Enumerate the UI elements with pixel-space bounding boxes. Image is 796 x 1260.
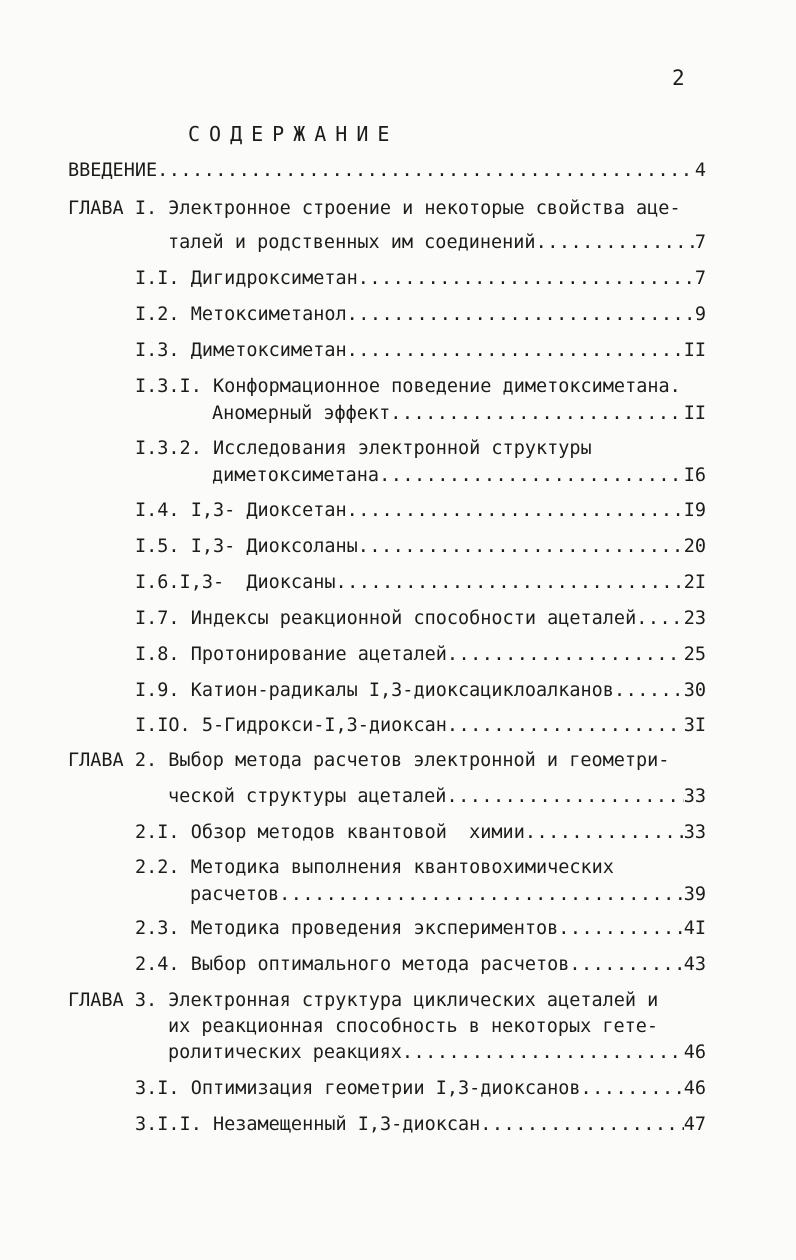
toc-entry-1-3-2-line1[interactable]: I.3.2. Исследования электронной структуры [135, 438, 592, 459]
toc-page: I6 [683, 465, 706, 486]
page-number: 2 [672, 66, 685, 90]
toc-page: 30 [683, 680, 706, 701]
toc-page: 20 [683, 536, 706, 557]
toc-page: 47 [683, 1114, 706, 1135]
toc-entry-1-7[interactable] [135, 606, 706, 632]
dot-leader [379, 463, 684, 489]
page-title: СОДЕРЖАНИЕ [188, 122, 399, 146]
toc-label: I.4. I,3- Диоксетан [135, 500, 347, 521]
toc-entry-2-3[interactable] [135, 916, 706, 942]
toc-page: 2I [683, 572, 706, 593]
toc-label: I.3. Диметоксиметан [135, 340, 347, 361]
toc-label: I.5. I,3- Диоксоланы [135, 536, 358, 557]
toc-page: 3I [683, 715, 706, 736]
toc-entry-2-1[interactable] [135, 820, 706, 846]
dot-leader [402, 1040, 684, 1066]
chapter-2-heading-cont[interactable] [168, 784, 706, 810]
dot-leader [525, 820, 684, 846]
chapter-3-heading-cont[interactable] [168, 1040, 706, 1066]
toc-page: 25 [683, 644, 706, 665]
toc-entry-3-1-1[interactable] [135, 1112, 706, 1138]
dot-leader [447, 713, 684, 739]
toc-entry-1-2[interactable] [135, 302, 706, 328]
toc-page: 7 [694, 268, 706, 289]
chapter-2-heading[interactable]: ГЛАВА 2. Выбор метода расчетов электронной и геометри- [68, 750, 670, 771]
dot-leader [347, 498, 684, 524]
toc-page: 4 [694, 160, 706, 181]
dot-leader [614, 678, 684, 704]
dot-leader [390, 401, 684, 427]
toc-label: I.2. Метоксиметанол [135, 304, 347, 325]
chapter-1-heading[interactable]: ГЛАВА I. Электронное строение и некоторые свойства аце- [68, 198, 681, 219]
toc-label: 2.I. Обзор методов квантовой химии [135, 822, 525, 843]
toc-page: 33 [683, 822, 706, 843]
dot-leader [157, 158, 695, 184]
dot-leader [447, 642, 684, 668]
dot-leader [347, 302, 695, 328]
toc-label: 3.I.I. Незамещенный I,3-диоксан [135, 1114, 481, 1135]
toc-label: ВВЕДЕНИЕ [68, 160, 158, 181]
toc-page: 46 [683, 1042, 706, 1063]
toc-label: 2.4. Выбор оптимального метода расчетов [135, 954, 570, 975]
toc-entry-1-6[interactable] [135, 570, 706, 596]
dot-leader [558, 916, 683, 942]
toc-entry-1-10[interactable] [135, 713, 706, 739]
toc-entry-1-1[interactable] [135, 266, 706, 292]
toc-entry-1-9[interactable] [135, 678, 706, 704]
dot-leader [569, 952, 683, 978]
toc-entry-intro[interactable] [68, 158, 706, 184]
toc-page: 43 [683, 954, 706, 975]
toc-label: диметоксиметана [212, 465, 380, 486]
dot-leader [581, 1076, 684, 1102]
toc-label: I.9. Катион-радикалы I,3-диоксациклоалканов [135, 680, 614, 701]
toc-entry-1-3-2[interactable] [212, 463, 706, 489]
dot-leader [536, 230, 695, 256]
toc-label: I.7. Индексы реакционной способности ацеталей [135, 608, 637, 629]
toc-page: 46 [683, 1078, 706, 1099]
toc-label: ческой структуры ацеталей [168, 786, 447, 807]
chapter-3-heading-line2[interactable]: их реакционная способность в некоторых гете- [168, 1016, 659, 1037]
chapter-3-heading[interactable]: ГЛАВА 3. Электронная структура циклических ацеталей и [68, 990, 659, 1011]
dot-leader [358, 534, 684, 560]
dot-leader [279, 882, 684, 908]
toc-label: 2.3. Методика проведения экспериментов [135, 918, 559, 939]
toc-page: 9 [694, 304, 706, 325]
dot-leader [347, 338, 684, 364]
toc-entry-2-2[interactable] [190, 882, 706, 908]
toc-page: I9 [683, 500, 706, 521]
toc-entry-1-5[interactable] [135, 534, 706, 560]
dot-leader [335, 570, 683, 596]
toc-entry-1-3-1-line1[interactable]: I.3.I. Конформационное поведение диметоксиметана. [135, 376, 681, 397]
toc-label: 3.I. Оптимизация геометрии I,3-диоксанов [135, 1078, 581, 1099]
toc-entry-1-8[interactable] [135, 642, 706, 668]
toc-page: 33 [683, 786, 706, 807]
toc-label: I.6.I,3- Диоксаны [135, 572, 336, 593]
toc-entry-1-3[interactable] [135, 338, 706, 364]
toc-label: расчетов [190, 884, 280, 905]
toc-entry-1-4[interactable] [135, 498, 706, 524]
dot-leader [636, 606, 684, 632]
toc-entry-2-4[interactable] [135, 952, 706, 978]
toc-page: 4I [683, 918, 706, 939]
toc-label: I.8. Протонирование ацеталей [135, 644, 447, 665]
toc-label: I.IO. 5-Гидрокси-I,3-диоксан [135, 715, 447, 736]
toc-label: талей и родственных им соединений [168, 232, 536, 253]
chapter-1-heading-cont[interactable] [168, 230, 706, 256]
toc-page: 7 [694, 232, 706, 253]
toc-page: II [683, 340, 706, 361]
toc-entry-2-2-line1[interactable]: 2.2. Методика выполнения квантовохимических [135, 857, 614, 878]
toc-label: ролитических реакциях [168, 1042, 402, 1063]
toc-page: 23 [683, 608, 706, 629]
dot-leader [480, 1112, 683, 1138]
toc-page: II [683, 403, 706, 424]
toc-page: 39 [683, 884, 706, 905]
toc-label: Аномерный эффект [212, 403, 391, 424]
toc-label: I.I. Дигидроксиметан [135, 268, 358, 289]
dot-leader [358, 266, 695, 292]
toc-entry-3-1[interactable] [135, 1076, 706, 1102]
toc-entry-1-3-1[interactable] [212, 401, 706, 427]
dot-leader [446, 784, 683, 810]
